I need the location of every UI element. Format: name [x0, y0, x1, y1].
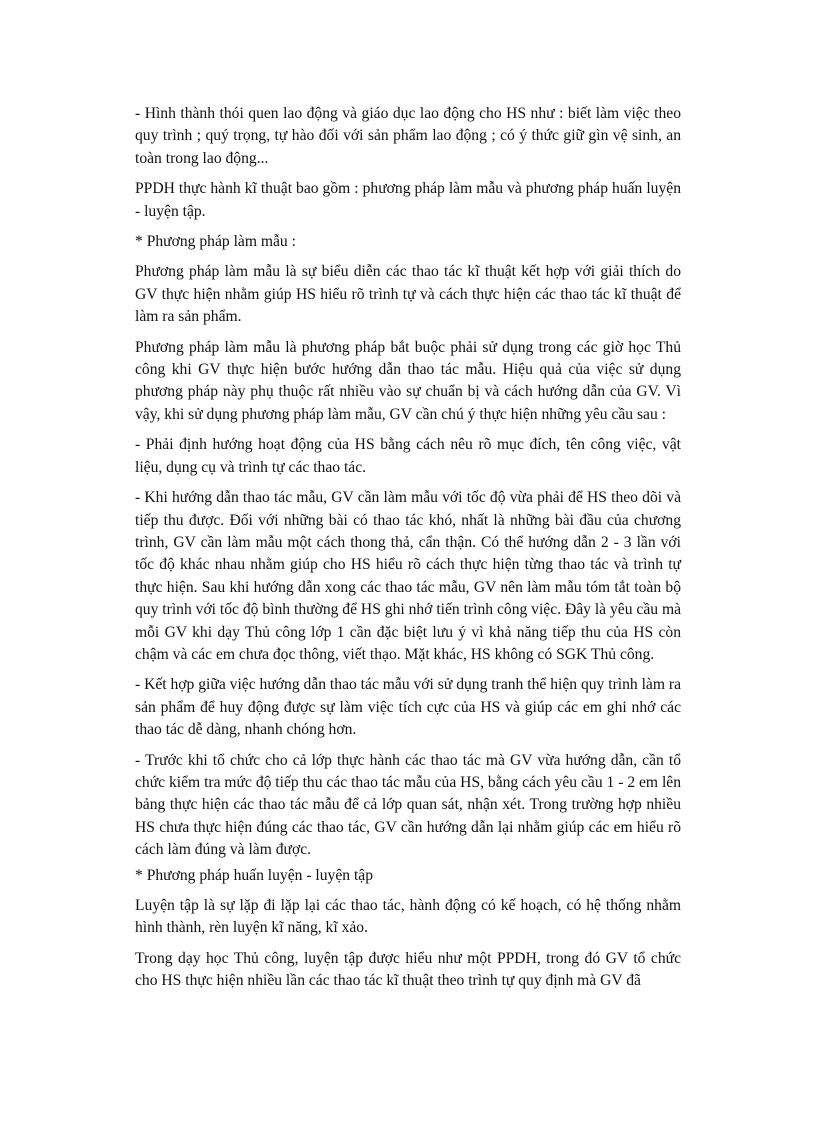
paragraph-methods-overview: PPDH thực hành kĩ thuật bao gồm : phương pháp làm mẫu và phương pháp huấn luyện - luyện tập. [135, 180, 681, 220]
paragraph-practice-definition: Luyện tập là sự lặp đi lặp lại các thao tác, hành động có kế hoạch, có hệ thống nhằm hình thành, rèn luyện kĩ năng, kĩ xảo. [135, 897, 681, 937]
paragraph-check-understanding: - Trước khi tổ chức cho cả lớp thực hành các thao tác mà GV vừa hướng dẫn, cần tổ chức kiểm tra mức độ tiếp thu các thao tác mẫu của HS, bằng cách yêu cầu 1 - 2 em lên bảng thực hiện các thao tác mẫu để cả lớp quan sát, nhận xét. Trong trường hợp nhiều HS chưa thực hiện đúng các thao tác, GV cần hướng dẫn lại nhằm giúp các em hiểu rõ cách làm đúng và làm được. [135, 751, 682, 859]
paragraph-practice-in-teaching: Trong dạy học Thủ công, luyện tập được hiểu như một PPDH, trong đó GV tổ chức cho HS thực hiện nhiều lần các thao tác kĩ thuật theo trình tự quy định mà GV đã [135, 949, 681, 990]
paragraph-demonstration-requirements: Phương pháp làm mẫu là phương pháp bắt buộc phải sử dụng trong các giờ học Thủ công khi GV thực hiện bước hướng dẫn thao tác mẫu. Hiệu quả của việc sử dụng phương pháp này phụ thuộc rất nhiều vào sự chuẩn bị và cách hướng dẫn của GV. Vì vậy, khi sử dụng phương pháp làm mẫu, GV cần chú ý thực hiện những yêu cầu sau : [135, 338, 681, 423]
paragraph-demonstration-definition: Phương pháp làm mẫu là sự biểu diễn các thao tác kĩ thuật kết hợp với giải thích do GV thực hiện nhằm giúp HS hiểu rõ trình tự và cách thực hiện các thao tác kĩ thuật để làm ra sản phẩm. [135, 263, 681, 326]
paragraph-demonstration-speed: - Khi hướng dẫn thao tác mẫu, GV cần làm mẫu với tốc độ vừa phải để HS theo dõi và tiếp thu được. Đối với những bài có thao tác khó, nhất là những bài đầu của chương trình, GV cần làm mẫu một cách thong thả, cẩn thận. Có thể hướng dẫn 2 - 3 lần với tốc độ khác nhau nhằm giúp cho HS hiểu rõ cách thực hiện từng thao tác và trình tự thực hiện. Sau khi hướng dẫn xong các thao tác mẫu, GV nên làm mẫu tóm tắt toàn bộ quy trình với tốc độ bình thường để HS ghi nhớ tiến trình công việc. Đây là yêu cầu mà mỗi GV khi dạy Thủ công lớp 1 cần đặc biệt lưu ý vì khả năng tiếp thu của HS còn chậm và các em chưa đọc thông, viết thạo. Mặt khác, HS không có SGK Thủ công. [135, 489, 681, 663]
paragraph-orient-activity: - Phải định hướng hoạt động của HS bằng cách nêu rõ mục đích, tên công việc, vật liệu, dụng cụ và trình tự các thao tác. [135, 436, 681, 476]
document-page [135, 103, 681, 993]
paragraph-combine-pictures: - Kết hợp giữa việc hướng dẫn thao tác mẫu với sử dụng tranh thể hiện quy trình làm ra sản phẩm để huy động được sự làm việc tích cực của HS và giúp các em ghi nhớ các thao tác dễ dàng, nhanh chóng hơn. [135, 676, 681, 739]
heading-demonstration-method: * Phương pháp làm mẫu : [135, 233, 296, 251]
paragraph-work-habits: - Hình thành thói quen lao động và giáo dục lao động cho HS như : biết làm việc theo quy trình ; quý trọng, tự hào đối với sản phẩm lao động ; có ý thức giữ gìn vệ sinh, an toàn trong lao động... [135, 105, 681, 167]
heading-training-method: * Phương pháp huấn luyện - luyện tập [135, 866, 374, 884]
